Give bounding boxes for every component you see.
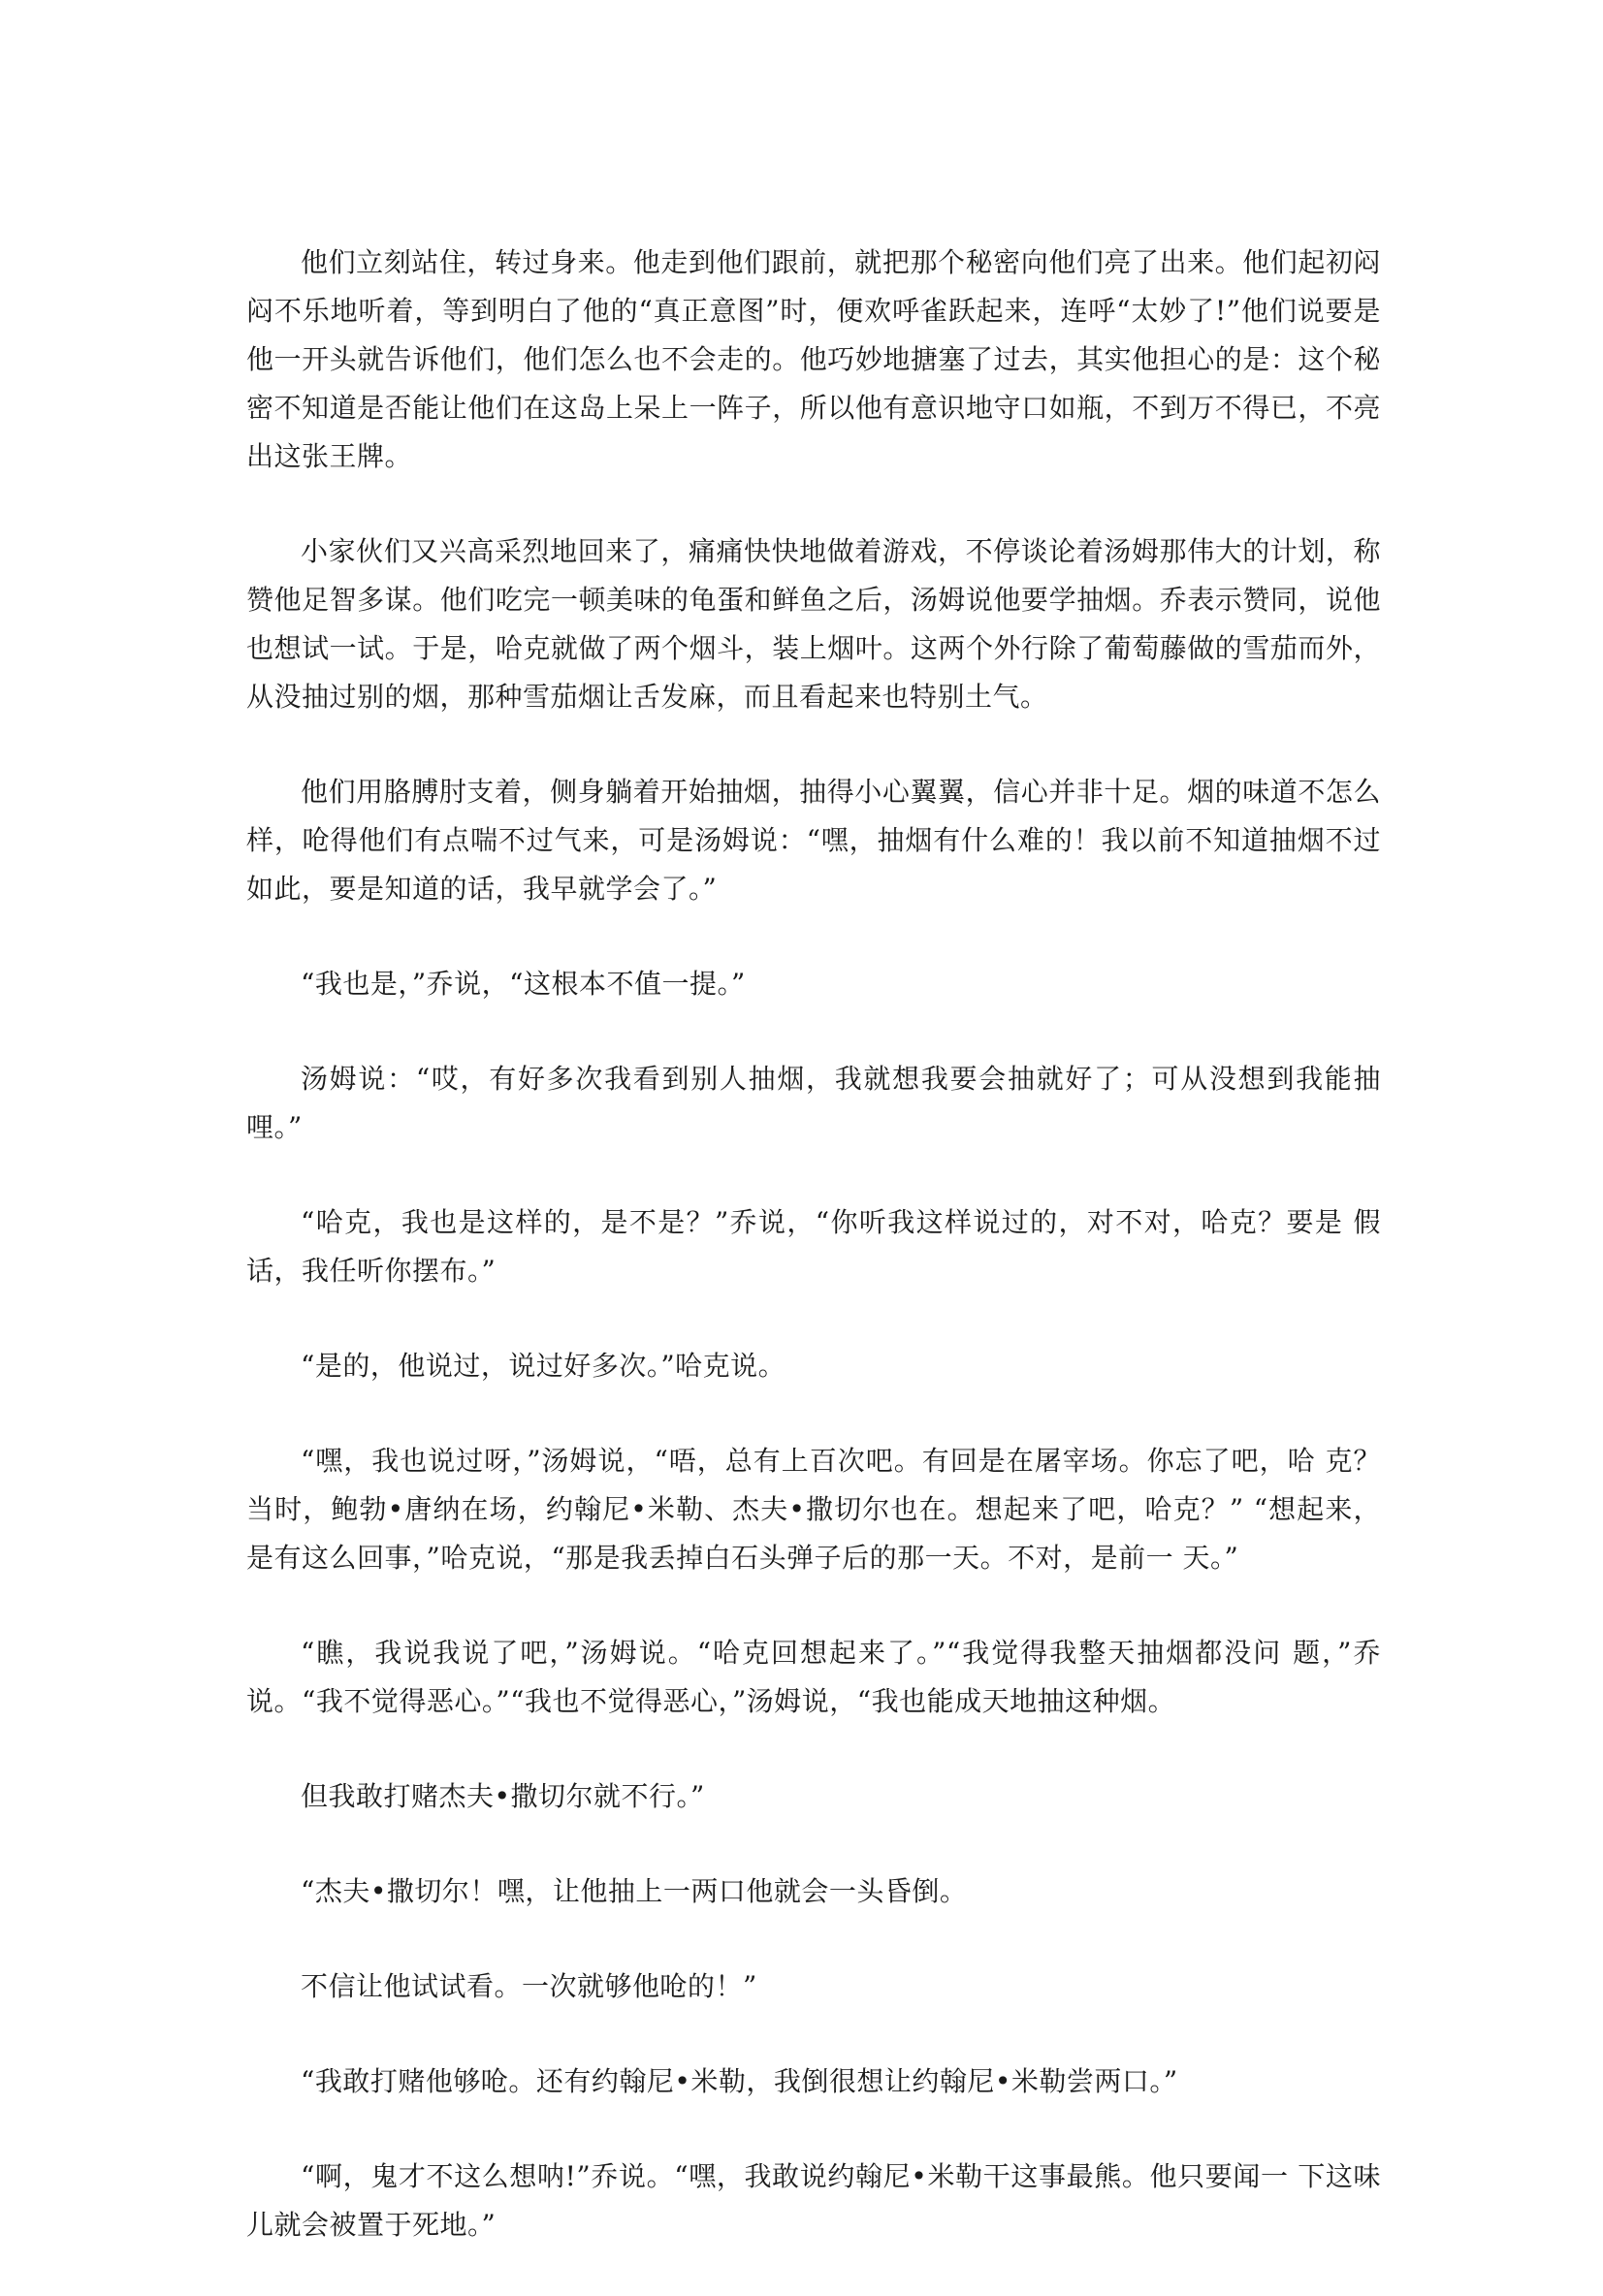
paragraph: 不信让他试试看。一次就够他呛的！”: [301, 1970, 757, 2002]
paragraph: 他们用胳膊肘支着，侧身躺着开始抽烟，抽得小心翼翼，信心并非十足。烟的味道不怎么样，呛得他们有点喘不过气来，可是汤姆说：“嘿，抽烟有什么难的！我以前不知道抽烟不过如此，要是知道的话，我早就学会了。”: [246, 776, 1381, 905]
paragraph: 但我敢打赌杰夫•撒切尔就不行。”: [301, 1780, 705, 1812]
paragraph: “嘿，我也说过呀，”汤姆说，“唔，总有上百次吧。有回是在屠宰场。你忘了吧，哈 克？当时，鲍勃•唐纳在场，约翰尼•米勒、杰夫•撒切尔也在。想起来了吧，哈克？” “想起来，是有这么回事，”哈克说，“那是我丢掉白石头弹子后的那一天。不对，是前一 天。”: [246, 1445, 1381, 1574]
paragraph: “是的，他说过，说过好多次。”哈克说。: [301, 1350, 786, 1382]
paragraph: “啊，鬼才不这么想呐!”乔说。“嘿，我敢说约翰尼•米勒干这事最熊。他只要闻一 下这味儿就会被置于死地。”: [246, 2160, 1381, 2241]
paragraph: 他们立刻站住，转过身来。他走到他们跟前，就把那个秘密向他们亮了出来。他们起初闷闷不乐地听着，等到明白了他的“真正意图”时，便欢呼雀跃起来，连呼“太妙了!”他们说要是他一开头就告诉他们，他们怎么也不会走的。他巧妙地搪塞了过去，其实他担心的是：这个秘密不知道是否能让他们在这岛上呆上一阵子，所以他有意识地守口如瓶，不到万不得已，不亮出这张王牌。: [246, 246, 1381, 472]
document-page: [246, 239, 1381, 2296]
paragraph: “我也是，”乔说，“这根本不值一提。”: [301, 968, 746, 1000]
paragraph: “哈克，我也是这样的，是不是？”乔说，“你听我这样说过的，对不对，哈克？要是 假话，我任听你摆布。”: [246, 1206, 1381, 1287]
paragraph: “我敢打赌他够呛。还有约翰尼•米勒，我倒很想让约翰尼•米勒尝两口。”: [301, 2065, 1178, 2097]
paragraph: 汤姆说：“哎，有好多次我看到别人抽烟，我就想我要会抽就好了；可从没想到我能抽哩。”: [246, 1063, 1381, 1143]
paragraph: “瞧，我说我说了吧，”汤姆说。“哈克回想起来了。”“我觉得我整天抽烟都没问 题，”乔说。“我不觉得恶心。”“我也不觉得恶心，”汤姆说，“我也能成天地抽这种烟。: [246, 1637, 1381, 1717]
paragraph: “杰夫•撒切尔！嘿，让他抽上一两口他就会一头昏倒。: [301, 1875, 968, 1907]
paragraph: 小家伙们又兴高采烈地回来了，痛痛快快地做着游戏，不停谈论着汤姆那伟大的计划，称赞他足智多谋。他们吃完一顿美味的龟蛋和鲜鱼之后，汤姆说他要学抽烟。乔表示赞同，说他也想试一试。于是，哈克就做了两个烟斗，装上烟叶。这两个外行除了葡萄藤做的雪茄而外，从没抽过别的烟，那种雪茄烟让舌发麻，而且看起来也特别土气。: [246, 535, 1381, 713]
